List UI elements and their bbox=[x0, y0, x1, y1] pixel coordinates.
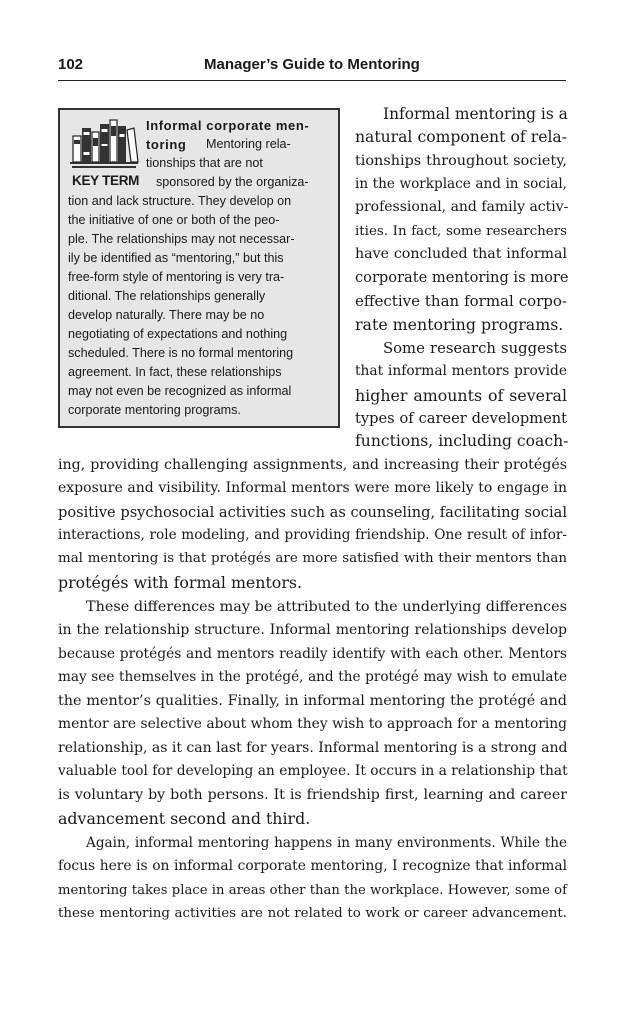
column-line: functions, including coach- bbox=[355, 432, 569, 450]
column-line: Informal mentoring is a bbox=[383, 105, 568, 123]
body-line: advancement second and third. bbox=[58, 809, 311, 828]
books-icon bbox=[68, 114, 140, 168]
body-line: is voluntary by both persons. It is friendship first, learning and career bbox=[58, 787, 567, 803]
key-term-title: Informal corporate men- bbox=[146, 118, 310, 133]
column-line: corporate mentoring is more bbox=[355, 269, 569, 286]
key-term-def-line: the initiative of one or both of the peo- bbox=[68, 213, 280, 227]
column-line: rate mentoring programs. bbox=[355, 315, 564, 334]
body-line: These differences may be attributed to the underlying differences bbox=[86, 599, 567, 615]
body-line: protégés with formal mentors. bbox=[58, 573, 302, 592]
column-line: have concluded that informal bbox=[355, 246, 567, 262]
column-line: higher amounts of several bbox=[355, 386, 567, 405]
key-term-def-line: agreement. In fact, these relationships bbox=[68, 365, 282, 379]
key-term-def-line: ily be identified as “mentoring,” but this bbox=[68, 251, 284, 265]
body-line: in the relationship structure. Informal mentoring relationships develop bbox=[58, 622, 567, 638]
column-line: tionships throughout society, bbox=[355, 153, 567, 169]
key-term-label: KEY TERM bbox=[72, 173, 140, 188]
page-number: 102 bbox=[58, 56, 84, 73]
key-term-box bbox=[58, 108, 340, 428]
body-line: interactions, role modeling, and providing friendship. One result of infor- bbox=[58, 527, 567, 543]
key-term-def-line: negotiating of expectations and nothing bbox=[68, 327, 288, 341]
key-term-def-line: free-form style of mentoring is very tra- bbox=[68, 270, 285, 284]
body-line: relationship, as it can last for years. Informal mentoring is a strong and bbox=[58, 740, 568, 756]
column-line: types of career development bbox=[355, 410, 567, 427]
body-line: these mentoring activities are not related to work or career advancement. bbox=[58, 906, 567, 921]
column-line: natural component of rela- bbox=[355, 128, 567, 146]
column-line: that informal mentors provide bbox=[355, 363, 567, 379]
column-line: in the workplace and in social, bbox=[355, 176, 567, 192]
body-line: focus here is on informal corporate mentoring, I recognize that informal bbox=[58, 858, 567, 874]
key-term-title-cont: toring bbox=[146, 137, 187, 152]
column-line: Some research suggests bbox=[383, 340, 567, 357]
body-line: exposure and visibility. Informal mentors were more likely to engage in bbox=[58, 480, 567, 496]
column-line: professional, and family activ- bbox=[355, 199, 569, 215]
running-title: Manager’s Guide to Mentoring bbox=[204, 56, 420, 73]
key-term-def-line: ple. The relationships may not necessar- bbox=[68, 232, 295, 246]
body-line: mentoring takes place in areas other than the workplace. However, some of bbox=[58, 883, 567, 898]
key-term-def-line: may not even be recognized as informal bbox=[68, 384, 292, 398]
key-term-def-line: Mentoring rela- bbox=[206, 137, 291, 151]
running-header bbox=[58, 56, 566, 81]
body-line: mal mentoring is that protégés are more satisfied with their mentors than bbox=[58, 551, 567, 566]
key-term-def-line: ditional. The relationships generally bbox=[68, 289, 266, 303]
body-line: because protégés and mentors readily identify with each other. Mentors bbox=[58, 646, 567, 662]
body-line: may see themselves in the protégé, and the protégé may wish to emulate bbox=[58, 669, 567, 685]
body-line: the mentor’s qualities. Finally, in informal mentoring the protégé and bbox=[58, 693, 567, 709]
body-line: positive psychosocial activities such as counseling, facilitating social bbox=[58, 504, 567, 521]
key-term-def-line: corporate mentoring programs. bbox=[68, 403, 241, 417]
key-term-def-line: sponsored by the organiza- bbox=[156, 175, 309, 189]
body-line: Again, informal mentoring happens in many environments. While the bbox=[86, 835, 567, 851]
body-line: mentor are selective about whom they wish to approach for a mentoring bbox=[58, 716, 567, 732]
key-term-def-line: tion and lack structure. They develop on bbox=[68, 194, 292, 208]
column-line: ities. In fact, some researchers bbox=[355, 224, 567, 239]
body-line: valuable tool for developing an employee. It occurs in a relationship that bbox=[58, 763, 568, 779]
key-term-def-line: tionships that are not bbox=[146, 156, 263, 170]
key-term-def-line: scheduled. There is no formal mentoring bbox=[68, 346, 294, 360]
body-line: ing, providing challenging assignments, and increasing their protégés bbox=[58, 457, 567, 473]
key-term-def-line: develop naturally. There may be no bbox=[68, 308, 265, 322]
column-line: effective than formal corpo- bbox=[355, 292, 567, 310]
